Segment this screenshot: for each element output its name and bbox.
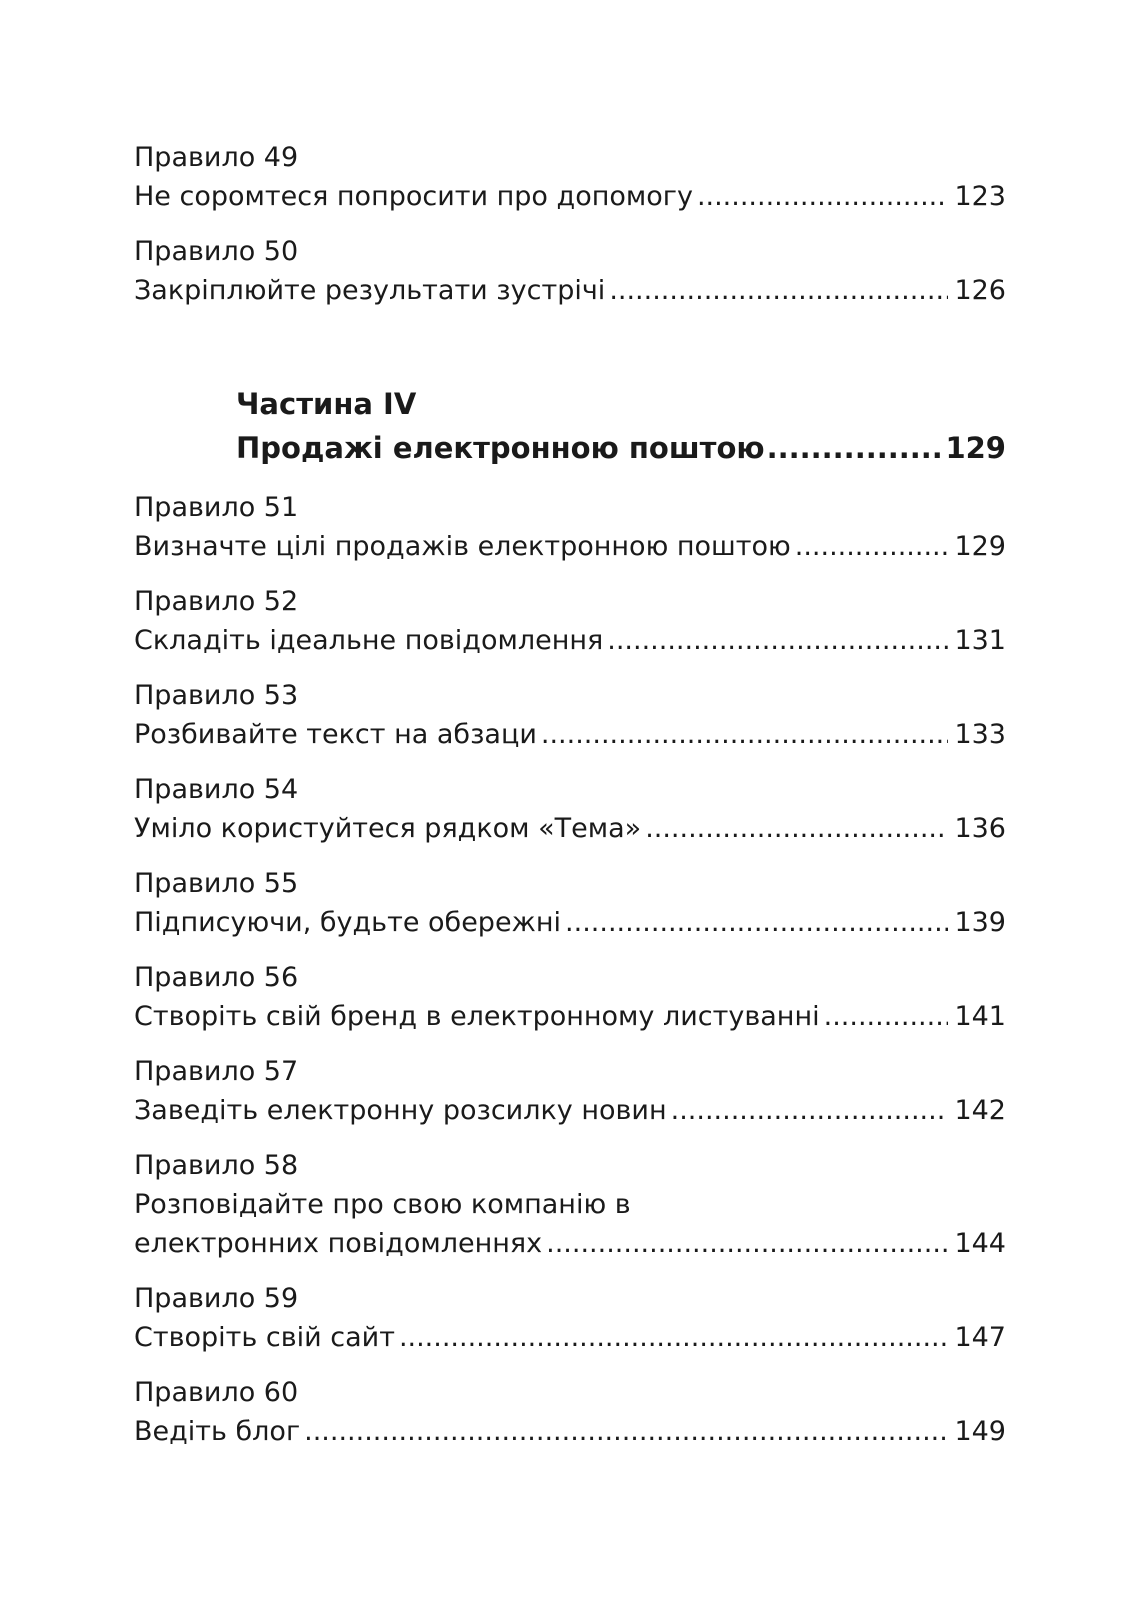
dot-leader <box>399 1318 949 1357</box>
toc-entry-rule-58 <box>134 1146 1006 1263</box>
page-number: 126 <box>954 275 1006 306</box>
dot-leader <box>546 1224 948 1263</box>
rule-title: Ведіть блог <box>134 1416 301 1447</box>
toc-entry-rule-60 <box>134 1373 1006 1451</box>
rule-label: Правило 59 <box>134 1283 299 1314</box>
rule-title: Визначте цілі продажів електронною поштою <box>134 531 791 562</box>
page-number: 139 <box>954 907 1006 938</box>
toc-entry-rule-55 <box>134 864 1006 942</box>
toc-entry-rule-51 <box>134 488 1006 566</box>
rule-title: Уміло користуйтеся рядком «Тема» <box>134 813 642 844</box>
toc-line <box>134 177 1006 216</box>
part-label: Частина IV <box>236 387 417 421</box>
page-number: 144 <box>954 1228 1006 1259</box>
page-number: 142 <box>954 1095 1006 1126</box>
rule-title: Складіть ідеальне повідомлення <box>134 625 604 656</box>
part-heading <box>236 382 1006 470</box>
rule-title: Не соромтеся попросити про допомогу <box>134 181 693 212</box>
dot-leader <box>671 1091 949 1130</box>
toc-entry-rule-59 <box>134 1279 1006 1357</box>
page-number: 129 <box>945 431 1006 465</box>
rule-title: Заведіть електронну розсилку новин <box>134 1095 667 1126</box>
dot-leader <box>607 621 948 660</box>
toc-line <box>134 527 1006 566</box>
rule-title: Створіть свій бренд в електронному листуванні <box>134 1001 820 1032</box>
rule-title-line1: Розповідайте про свою компанію в <box>134 1189 631 1220</box>
rule-title: Створіть свій сайт <box>134 1322 395 1353</box>
page-number: 129 <box>954 531 1006 562</box>
dot-leader <box>304 1412 948 1451</box>
part-title: Продажі електронною поштою <box>236 431 765 465</box>
toc-line <box>134 1091 1006 1130</box>
toc-entry-rule-57 <box>134 1052 1006 1130</box>
page-number: 131 <box>954 625 1006 656</box>
dot-leader <box>609 271 948 310</box>
dot-leader <box>795 527 949 566</box>
toc-line <box>134 621 1006 660</box>
toc-entry-rule-52 <box>134 582 1006 660</box>
dot-leader <box>767 426 944 470</box>
toc-entry-rule-56 <box>134 958 1006 1036</box>
rule-label: Правило 49 <box>134 142 299 173</box>
toc-line <box>134 715 1006 754</box>
part-line <box>236 426 1006 470</box>
toc-entry-rule-53 <box>134 676 1006 754</box>
rule-label: Правило 60 <box>134 1377 299 1408</box>
dot-leader <box>541 715 949 754</box>
page-number: 136 <box>954 813 1006 844</box>
toc-line <box>134 997 1006 1036</box>
rule-label: Правило 52 <box>134 586 299 617</box>
rule-label: Правило 57 <box>134 1056 299 1087</box>
page-number: 123 <box>954 181 1006 212</box>
rule-label: Правило 53 <box>134 680 299 711</box>
page-number: 149 <box>954 1416 1006 1447</box>
dot-leader <box>697 177 949 216</box>
page-number: 147 <box>954 1322 1006 1353</box>
toc-line <box>134 809 1006 848</box>
page-number: 133 <box>954 719 1006 750</box>
toc-entry-rule-50 <box>134 232 1006 310</box>
rule-label: Правило 54 <box>134 774 299 805</box>
table-of-contents <box>134 138 1006 1451</box>
rule-label: Правило 55 <box>134 868 299 899</box>
dot-leader <box>824 997 949 1036</box>
page-number: 141 <box>954 1001 1006 1032</box>
rule-title: Закріплюйте результати зустрічі <box>134 275 606 306</box>
toc-line <box>134 271 1006 310</box>
rule-label: Правило 58 <box>134 1150 299 1181</box>
rule-label: Правило 56 <box>134 962 299 993</box>
toc-entry-rule-54 <box>134 770 1006 848</box>
rule-title: Підписуючи, будьте обережні <box>134 907 562 938</box>
toc-line <box>134 1412 1006 1451</box>
toc-entry-rule-49 <box>134 138 1006 216</box>
toc-line <box>134 903 1006 942</box>
toc-line <box>134 1318 1006 1357</box>
dot-leader <box>645 809 948 848</box>
rule-title: електронних повідомленнях <box>134 1228 543 1259</box>
rule-label: Правило 51 <box>134 492 299 523</box>
rule-label: Правило 50 <box>134 236 299 267</box>
dot-leader <box>565 903 948 942</box>
rule-title: Розбивайте текст на абзаци <box>134 719 537 750</box>
toc-line <box>134 1224 1006 1263</box>
